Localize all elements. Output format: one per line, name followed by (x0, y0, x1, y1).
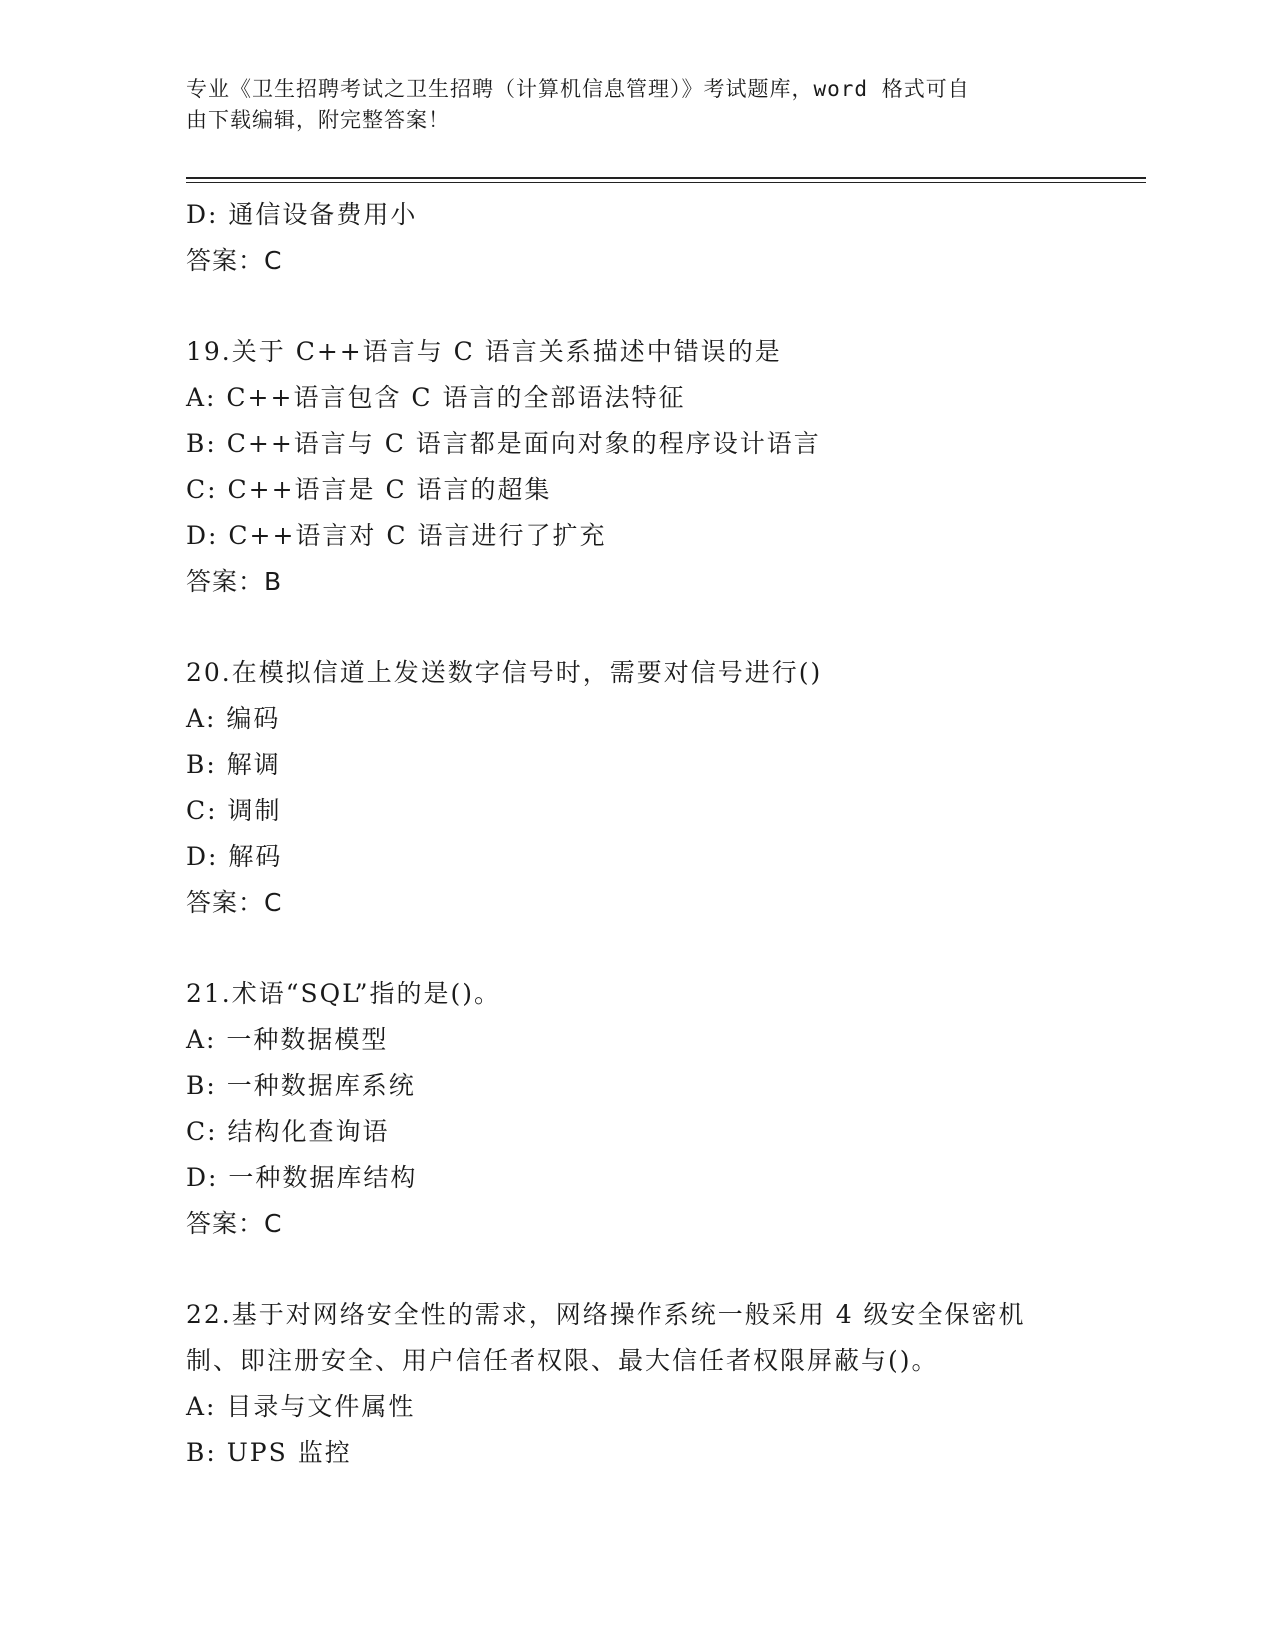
exam-content (186, 192, 1086, 1476)
option-a: A: 目录与文件属性 (186, 1392, 416, 1421)
header-divider-thick (186, 177, 1146, 179)
question-text: 19.关于 C++语言与 C 语言关系描述中错误的是 (186, 337, 782, 366)
question-block-22 (186, 1292, 1086, 1476)
answer: 答案：C (186, 246, 283, 275)
option-c: C: 调制 (186, 796, 282, 825)
spacer (186, 926, 1086, 971)
option-b: B: C++语言与 C 语言都是面向对象的程序设计语言 (186, 429, 821, 458)
header-line-2: 由下载编辑，附完整答案！ (186, 108, 450, 132)
header-line-1: 专业《卫生招聘考试之卫生招聘（计算机信息管理）》考试题库，word 格式可自 (186, 77, 970, 101)
answer: 答案：C (186, 1209, 283, 1238)
option-b: B: UPS 监控 (186, 1438, 352, 1467)
question-text: 20.在模拟信道上发送数字信号时，需要对信号进行() (186, 658, 823, 687)
option-a: A: C++语言包含 C 语言的全部语法特征 (186, 383, 686, 412)
question-block-20 (186, 650, 1086, 926)
option-d: D: 通信设备费用小 (186, 200, 418, 229)
option-d: D: C++语言对 C 语言进行了扩充 (186, 521, 607, 550)
option-b: B: 解调 (186, 750, 281, 779)
spacer (186, 605, 1086, 650)
question-text-line-1: 22.基于对网络安全性的需求，网络操作系统一般采用 4 级安全保密机 (186, 1300, 1026, 1329)
question-block-21 (186, 971, 1086, 1247)
answer: 答案：B (186, 567, 283, 596)
option-d: D: 一种数据库结构 (186, 1163, 418, 1192)
document-header (186, 74, 1086, 136)
question-text-line-2: 制、即注册安全、用户信任者权限、最大信任者权限屏蔽与()。 (186, 1346, 939, 1375)
option-a: A: 一种数据模型 (186, 1025, 389, 1054)
answer: 答案：C (186, 888, 283, 917)
option-c: C: C++语言是 C 语言的超集 (186, 475, 552, 504)
option-c: C: 结构化查询语 (186, 1117, 390, 1146)
option-d: D: 解码 (186, 842, 283, 871)
question-block-19 (186, 329, 1086, 605)
question-text: 21.术语“SQL”指的是()。 (186, 979, 502, 1008)
spacer (186, 1247, 1086, 1292)
option-b: B: 一种数据库系统 (186, 1071, 416, 1100)
option-a: A: 编码 (186, 704, 281, 733)
header-divider-thin (186, 182, 1146, 183)
spacer (186, 284, 1086, 329)
